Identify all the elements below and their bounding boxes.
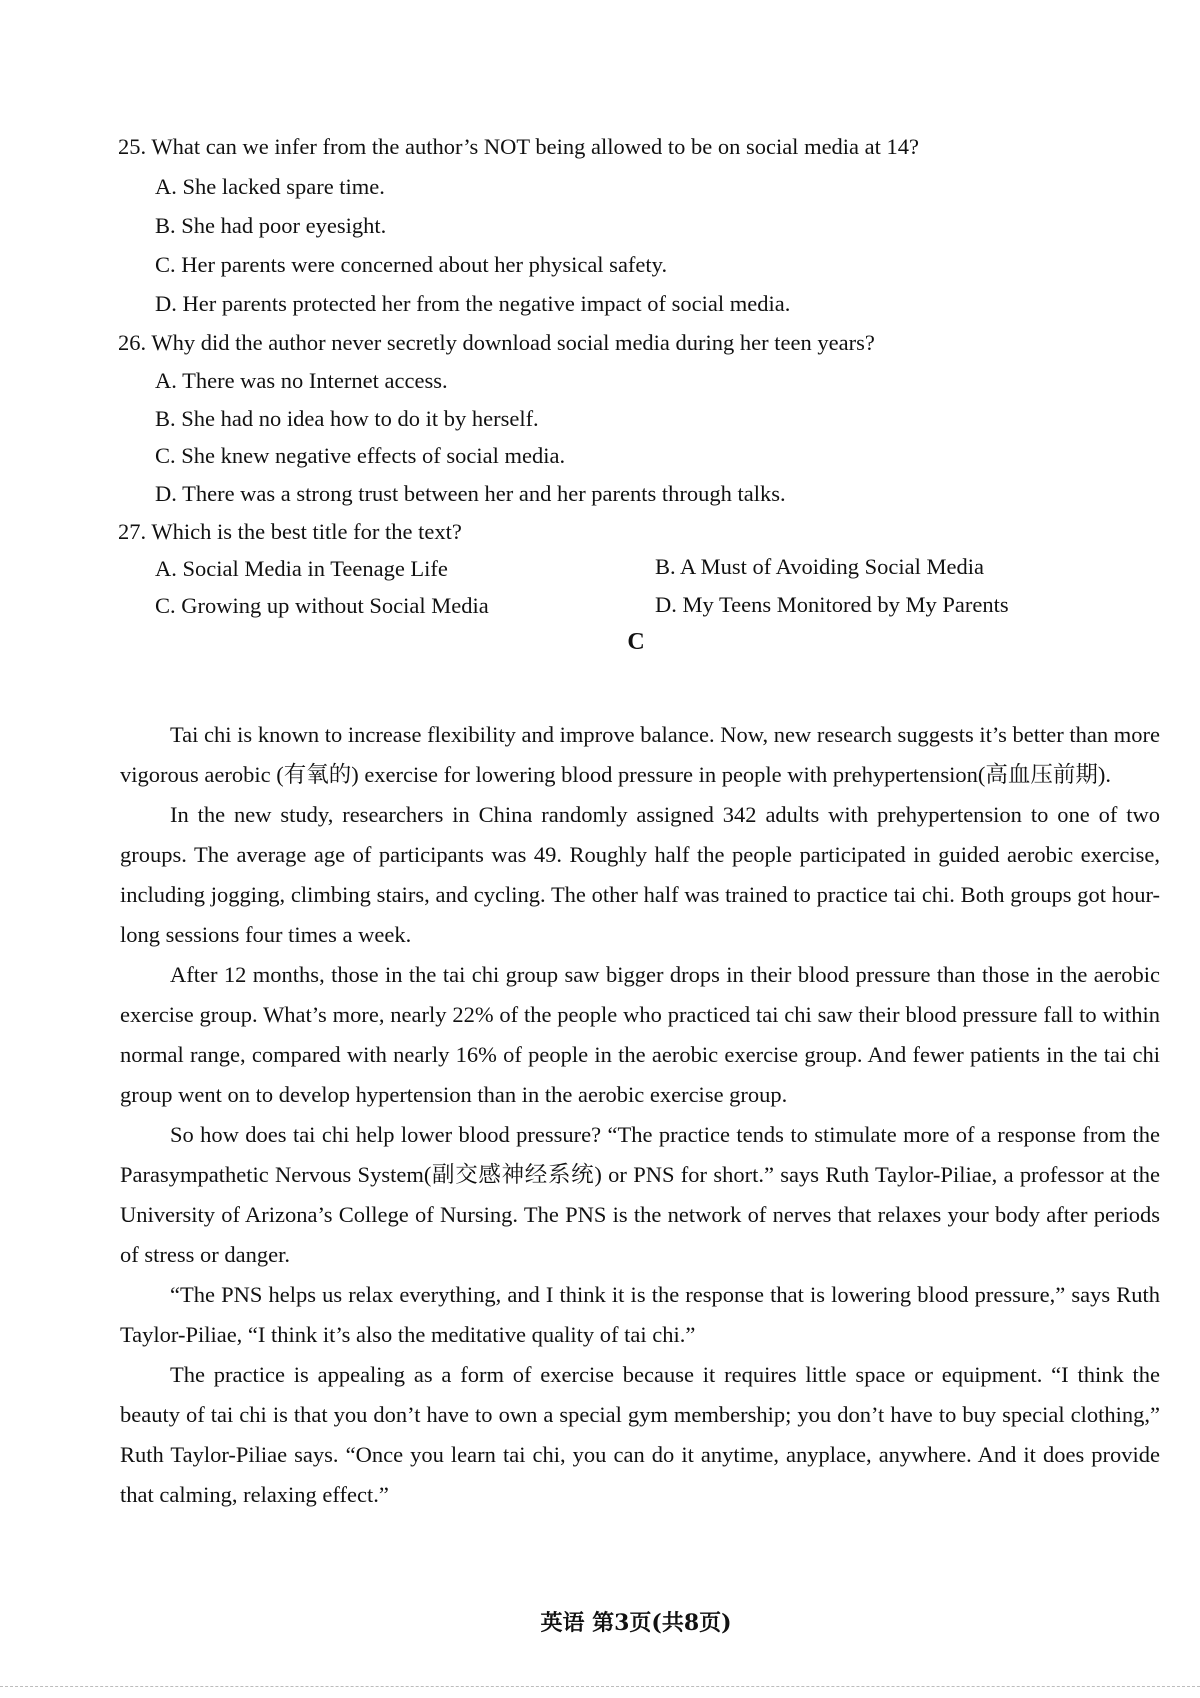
question-25-option-c: C. Her parents were concerned about her physical safety. [155, 252, 668, 277]
section-label: C [627, 629, 645, 655]
passage-c [120, 715, 1160, 1515]
question-25-stem: 25. What can we infer from the author’s NOT being allowed to be on social media at 14? [118, 134, 920, 159]
question-27-option-d: D. My Teens Monitored by My Parents [655, 592, 1009, 617]
question-26-option-c: C. She knew negative effects of social media. [155, 443, 566, 468]
question-25-option-d: D. Her parents protected her from the negative impact of social media. [155, 291, 791, 316]
question-27-stem: 27. Which is the best title for the text? [118, 519, 462, 544]
question-26-option-a: A. There was no Internet access. [155, 368, 448, 393]
question-25-option-b: B. She had poor eyesight. [155, 213, 387, 238]
question-27-option-a: A. Social Media in Teenage Life [155, 556, 448, 581]
question-27-option-b: B. A Must of Avoiding Social Media [655, 554, 984, 579]
passage-paragraph: After 12 months, those in the tai chi group saw bigger drops in their blood pressure than those in the aerobic exercise group. What’s more, nearly 22% of the people who practiced tai chi saw their blood pressure fall to within normal range, compared with nearly 16% of people in the aerobic exercise group. And fewer patients in the tai chi group went on to develop hypertension than in the aerobic exercise group. [120, 962, 1160, 1107]
passage-paragraph: Tai chi is known to increase flexibility and improve balance. Now, new research suggests it’s better than more vigorous aerobic (有氧的) exercise for lowering blood pressure in people with prehypertension(高血压前期). [120, 722, 1160, 787]
page-footer: 英语 第3页(共8页) [540, 1610, 732, 1636]
question-27-option-c: C. Growing up without Social Media [155, 593, 489, 618]
passage-paragraph: So how does tai chi help lower blood pressure? “The practice tends to stimulate more of a response from the Parasympathetic Nervous System(副交感神经系统) or PNS for short.” says Ruth Taylor-Piliae, a professor at the University of Arizona’s College of Nursing. The PNS is the network of nerves that relaxes your body after periods of stress or danger. [120, 1122, 1160, 1267]
passage-paragraph: The practice is appealing as a form of exercise because it requires little space or equipment. “I think the beauty of tai chi is that you don’t have to own a special gym membership; you don’t have to buy special clothing,” Ruth Taylor-Piliae says. “Once you learn tai chi, you can do it anytime, anyplace, anywhere. And it does provide that calming, relaxing effect.” [120, 1362, 1160, 1507]
question-26-option-b: B. She had no idea how to do it by herself. [155, 406, 539, 431]
passage-paragraph: In the new study, researchers in China randomly assigned 342 adults with prehypertension to one of two groups. The average age of participants was 49. Roughly half the people participated in guided aerobic exercise, including jogging, climbing stairs, and cycling. The other half was trained to practice tai chi. Both groups got hour-long sessions four times a week. [120, 802, 1160, 947]
question-26-option-d: D. There was a strong trust between her and her parents through talks. [155, 481, 786, 506]
question-25-option-a: A. She lacked spare time. [155, 174, 385, 199]
question-26-stem: 26. Why did the author never secretly download social media during her teen years? [118, 330, 875, 355]
passage-paragraph: “The PNS helps us relax everything, and I think it is the response that is lowering blood pressure,” says Ruth Taylor-Piliae, “I think it’s also the meditative quality of tai chi.” [120, 1282, 1160, 1347]
page-bottom-divider [0, 1686, 1200, 1687]
